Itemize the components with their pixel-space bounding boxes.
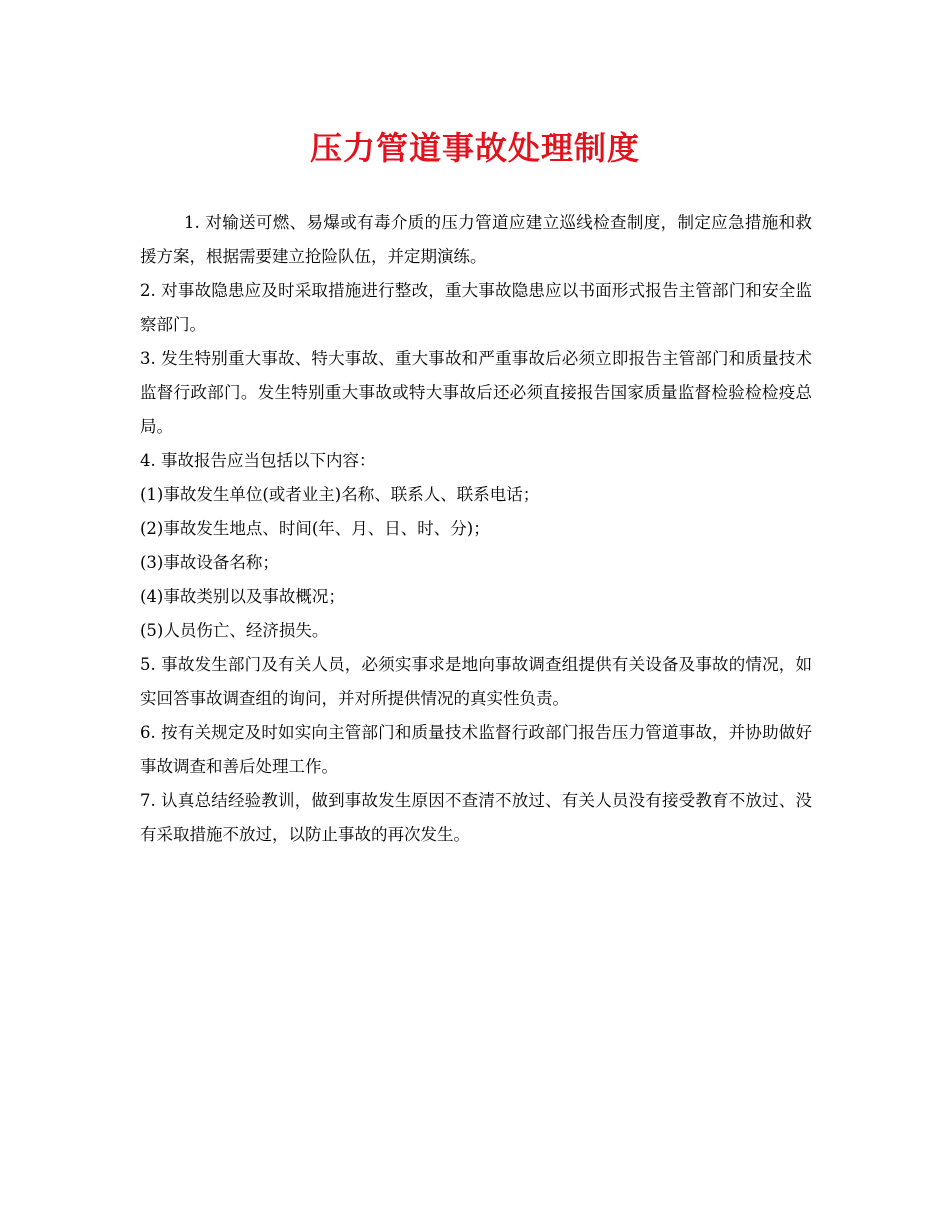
- list-item-2: (2)事故发生地点、时间(年、月、日、时、分)；: [140, 519, 490, 538]
- paragraph-5: 5. 事故发生部门及有关人员，必须实事求是地向事故调查组提供有关设备及事故的情况，如实回答事故调查组的询问，并对所提供情况的真实性负责。: [140, 655, 812, 708]
- paragraph-1: 1. 对输送可燃、易爆或有毒介质的压力管道应建立巡线检查制度，制定应急措施和救援方案，根据需要建立抢险队伍，并定期演练。: [140, 213, 812, 266]
- paragraph-7: 7. 认真总结经验教训，做到事故发生原因不查清不放过、有关人员没有接受教育不放过、没有采取措施不放过，以防止事故的再次发生。: [140, 791, 812, 844]
- list-item-4: (4)事故类别以及事故概况；: [140, 587, 345, 606]
- list-item-5: (5)人员伤亡、经济损失。: [140, 621, 329, 640]
- paragraph-6: 6. 按有关规定及时如实向主管部门和质量技术监督行政部门报告压力管道事故，并协助做好事故调查和善后处理工作。: [140, 723, 812, 776]
- list-item-3: (3)事故设备名称；: [140, 553, 279, 572]
- list-item-1: (1)事故发生单位(或者业主)名称、联系人、联系电话；: [140, 485, 540, 504]
- document-body: [140, 206, 812, 852]
- paragraph-4: 4. 事故报告应当包括以下内容：: [140, 451, 376, 470]
- document-title: 压力管道事故处理制度: [309, 129, 640, 167]
- paragraph-3: 3. 发生特别重大事故、特大事故、重大事故和严重事故后必须立即报告主管部门和质量技术监督行政部门。发生特别重大事故或特大事故后还必须直接报告国家质量监督检验检检疫总局。: [140, 349, 812, 436]
- paragraph-2: 2. 对事故隐患应及时采取措施进行整改，重大事故隐患应以书面形式报告主管部门和安全监察部门。: [140, 281, 812, 334]
